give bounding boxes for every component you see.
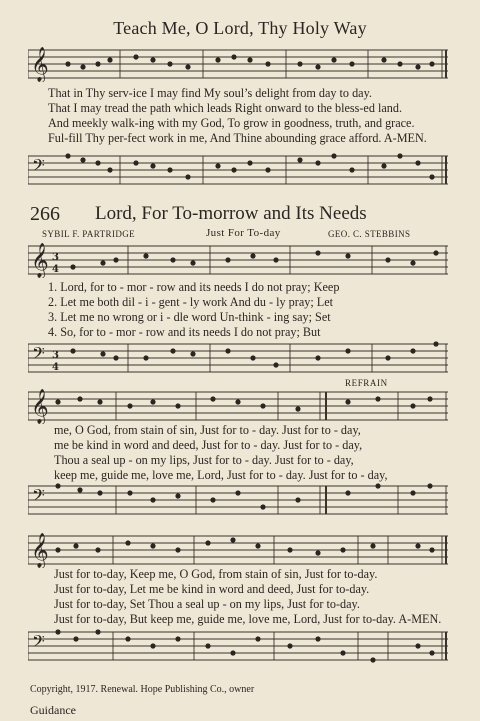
final-line-1: Just for to-day, Keep me, O God, from stain of sin, Just for to-day. <box>54 567 378 581</box>
svg-text:𝄞: 𝄞 <box>31 389 49 424</box>
hymn-bass-staff-2 <box>28 482 448 518</box>
top-hymn-title: Teach Me, O Lord, Thy Holy Way <box>113 18 367 38</box>
composer-credit: GEO. C. STEBBINS <box>328 229 411 239</box>
copyright-notice: Copyright, 1917. Renewal. Hope Publishing Co., owner <box>30 684 255 695</box>
hymn-treble-staff-1 <box>28 242 448 278</box>
svg-text:𝄞: 𝄞 <box>31 533 49 568</box>
hymn-treble-staff-2 <box>28 388 448 424</box>
verse-line-2: 2. Let me both dil - i - gent - ly work And du - ly pray; Let <box>48 295 333 309</box>
svg-text:𝄢: 𝄢 <box>32 155 45 179</box>
top-treble-staff <box>28 46 448 82</box>
verse-line-1: 1. Lord, for to - mor - row and its needs I do not pray; Keep <box>48 280 340 294</box>
tune-name: Just For To-day <box>206 227 281 239</box>
refrain-label: REFRAIN <box>345 378 388 388</box>
svg-text:𝄢: 𝄢 <box>32 485 45 509</box>
footer-label: Guidance <box>30 703 76 717</box>
hymn-bass-staff-1 <box>28 340 448 376</box>
final-line-2: Just for to-day, Let me be kind in word and deed, Just for to-day. <box>54 582 370 596</box>
middle-line-2: me be kind in word and deed, Just for to - day. Just for to - day, <box>54 438 363 452</box>
middle-line-1: me, O God, from stain of sin, Just for to - day. Just for to - day, <box>54 423 361 437</box>
final-line-4: Just for to-day, But keep me, guide me, love me, Lord, Just for to-day. A-MEN. <box>54 612 442 626</box>
hymn-bass-staff-3 <box>28 628 448 676</box>
svg-text:𝄢: 𝄢 <box>32 343 45 367</box>
final-line-3: Just for to-day, Set Thou a seal up - on my lips, Just for to-day. <box>54 597 360 611</box>
middle-line-3: Thou a seal up - on my lips, Just for to - day. Just for to - day, <box>54 453 354 467</box>
author-credit: SYBIL F. PARTRIDGE <box>42 229 136 239</box>
svg-text:𝄢: 𝄢 <box>32 631 45 655</box>
top-hymn-line-2: That I may tread the path which leads Right onward to the bless-ed land. <box>48 101 403 115</box>
svg-text:𝄞: 𝄞 <box>31 243 49 278</box>
svg-text:3: 3 <box>52 252 59 263</box>
svg-text:4: 4 <box>52 362 59 373</box>
svg-text:𝄞: 𝄞 <box>31 47 49 82</box>
middle-line-4: keep me, guide me, love me, Lord, Just for to - day. Just for to - day, <box>54 468 388 482</box>
top-hymn-line-4: Ful-fill Thy per-fect work in me, And Thine abounding grace afford. A-MEN. <box>48 131 427 145</box>
top-bass-staff <box>28 152 448 188</box>
svg-text:4: 4 <box>52 264 59 275</box>
hymn-treble-staff-3 <box>28 532 448 568</box>
top-hymn-line-1: That in Thy serv-ice I may find My soul’s delight from day to day. <box>48 86 372 100</box>
hymn-title: Lord, For To-morrow and Its Needs <box>95 203 367 224</box>
top-hymn-line-3: And meekly walk-ing with my God, To grow in goodness, truth, and grace. <box>48 116 415 130</box>
verse-line-3: 3. Let me no wrong or i - dle word Un-think - ing say; Set <box>48 310 331 324</box>
hymn-number: 266 <box>30 203 60 225</box>
svg-text:3: 3 <box>52 350 59 361</box>
verse-line-4: 4. So, for to - mor - row and its needs I do not pray; But <box>48 325 321 339</box>
